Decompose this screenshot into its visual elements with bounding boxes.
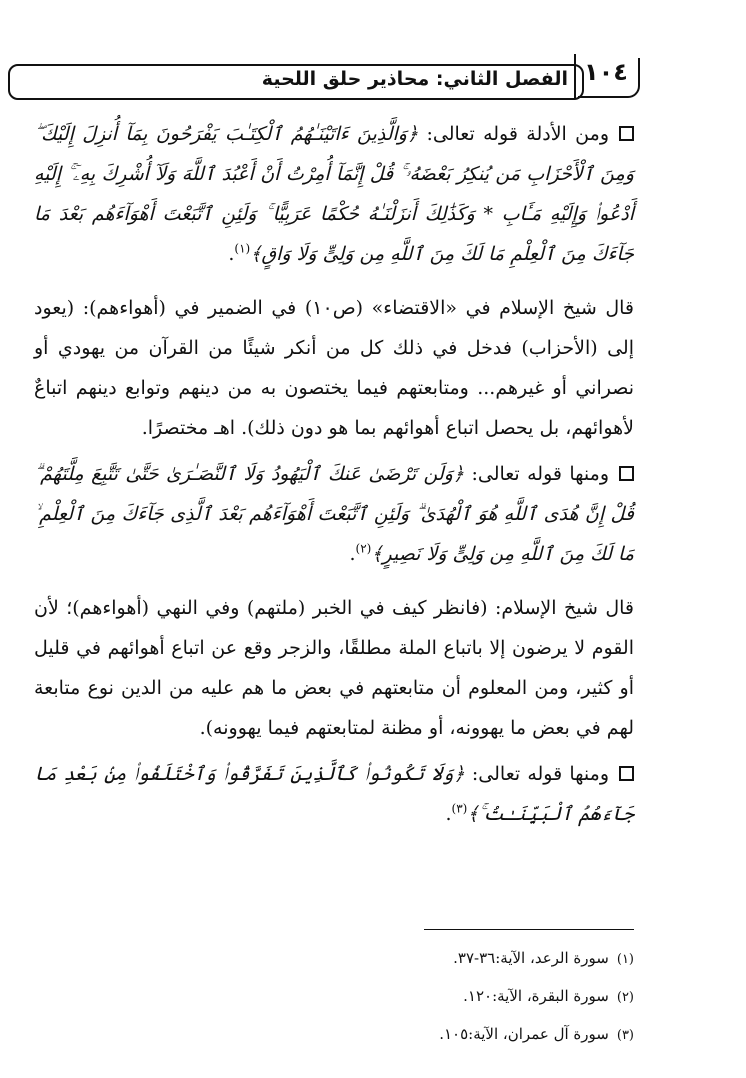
footnote-number: (٢) bbox=[616, 990, 634, 1005]
footnote-number: (١) bbox=[616, 952, 634, 967]
quran-verse: ﴿وَلَا تَكُونُوا۟ كَٱلَّذِينَ تَفَرَّقُوا۟ وَٱخْتَلَفُوا۟ مِنۢ بَعْدِ مَا جَآءَهُمُ ٱلْبَيِّنَـٰتُ ۚ﴾ bbox=[34, 763, 634, 825]
square-bullet-icon bbox=[619, 126, 634, 141]
footnote-number: (٣) bbox=[616, 1028, 634, 1043]
paragraph-commentary-1 bbox=[34, 288, 634, 448]
footnotes bbox=[300, 940, 634, 1054]
paragraph-commentary-2 bbox=[34, 588, 634, 748]
paragraph-evidence-1 bbox=[34, 114, 634, 274]
paragraph-intro: ومنها قوله تعالى: bbox=[471, 763, 610, 785]
footnote-1 bbox=[300, 940, 634, 978]
footnote-text: سورة آل عمران، الآية:١٠٥. bbox=[439, 1025, 609, 1043]
square-bullet-icon bbox=[619, 766, 634, 781]
square-bullet-icon bbox=[619, 466, 634, 481]
sentence-end: . bbox=[228, 243, 235, 265]
page-body bbox=[34, 114, 634, 834]
sentence-end: . bbox=[349, 543, 356, 565]
sentence-end: . bbox=[445, 803, 452, 825]
footnote-divider bbox=[424, 929, 634, 930]
commentary-text: قال شيخ الإسلام: (فانظر كيف في الخبر (ملتهم) وفي النهي (أهواءهم)؛ لأن القوم لا يرضون إلا باتباع الملة مطلقًا، والزجر وقع عن اتباع أهوائهم في قليل أو كثير، ومن المعلوم أن متابعتهم في بعض ما هم عليه من الدين نوع متابعة لهم في بعض ما يهوونه، أو مظنة لمتابعتهم فيما يهوونه). bbox=[34, 597, 634, 739]
quran-verse: ﴿وَالَّذِينَ ءَاتَيْنَـٰهُمُ ٱلْكِتَـٰبَ يَفْرَحُونَ بِمَآ أُنزِلَ إِلَيْكَ ۖ وَمِنَ ٱلْأَحْزَابِ مَن يُنكِرُ بَعْضَهُۥ ۚ قُلْ إِنَّمَآ أُمِرْتُ أَنْ أَعْبُدَ ٱللَّهَ وَلَآ أُشْرِكَ بِهِۦٓ ۚ إِلَيْهِ أَدْعُوا۟ وَإِلَيْهِ مَـَٔابِ * وَكَذَٰلِكَ أَنزَلْنَـٰهُ حُكْمًا عَرَبِيًّا ۚ وَلَئِنِ ٱتَّبَعْتَ أَهْوَآءَهُم بَعْدَ مَا جَآءَكَ مِنَ ٱلْعِلْمِ مَا لَكَ مِنَ ٱللَّهِ مِن وَلِىٍّ وَلَا وَاقٍ﴾ bbox=[34, 123, 634, 265]
footnote-ref: (٢) bbox=[355, 541, 372, 556]
page-number: ١٠٤ bbox=[584, 58, 628, 86]
chapter-header bbox=[8, 64, 584, 100]
footnote-2 bbox=[300, 978, 634, 1016]
paragraph-evidence-2 bbox=[34, 454, 634, 574]
paragraph-evidence-3 bbox=[34, 754, 634, 834]
footnote-3 bbox=[300, 1016, 634, 1054]
chapter-title: الفصل الثاني: محاذير حلق اللحية bbox=[261, 68, 568, 90]
page-number-box bbox=[578, 58, 640, 98]
footnote-ref: (١) bbox=[234, 241, 251, 256]
paragraph-intro: ومنها قوله تعالى: bbox=[471, 463, 609, 485]
footnote-text: سورة الرعد، الآية:٣٦-٣٧. bbox=[453, 949, 609, 967]
commentary-text: قال شيخ الإسلام في «الاقتضاء» (ص١٠) في الضمير في (أهواءهم): (يعود إلى (الأحزاب) فدخل في ذلك كل من أنكر شيئًا من القرآن من يهودي أو نصراني أو غيرهم... ومتابعتهم فيما يختصون به من دينهم وتوابع دينهم اتباعٌ لأهوائهم، بل يحصل اتباع أهوائهم بما هو دون ذلك). اهـ مختصرًا. bbox=[34, 297, 634, 439]
quran-verse: ﴿وَلَن تَرْضَىٰ عَنكَ ٱلْيَهُودُ وَلَا ٱلنَّصَـٰرَىٰ حَتَّىٰ تَتَّبِعَ مِلَّتَهُمْ ۗ قُلْ إِنَّ هُدَى ٱللَّهِ هُوَ ٱلْهُدَىٰ ۗ وَلَئِنِ ٱتَّبَعْتَ أَهْوَآءَهُم بَعْدَ ٱلَّذِى جَآءَكَ مِنَ ٱلْعِلْمِ ۙ مَا لَكَ مِنَ ٱللَّهِ مِن وَلِىٍّ وَلَا نَصِيرٍ﴾ bbox=[34, 463, 634, 565]
footnote-ref: (٣) bbox=[451, 801, 468, 816]
paragraph-intro: ومن الأدلة قوله تعالى: bbox=[426, 123, 609, 145]
footnote-text: سورة البقرة، الآية:١٢٠. bbox=[463, 987, 609, 1005]
